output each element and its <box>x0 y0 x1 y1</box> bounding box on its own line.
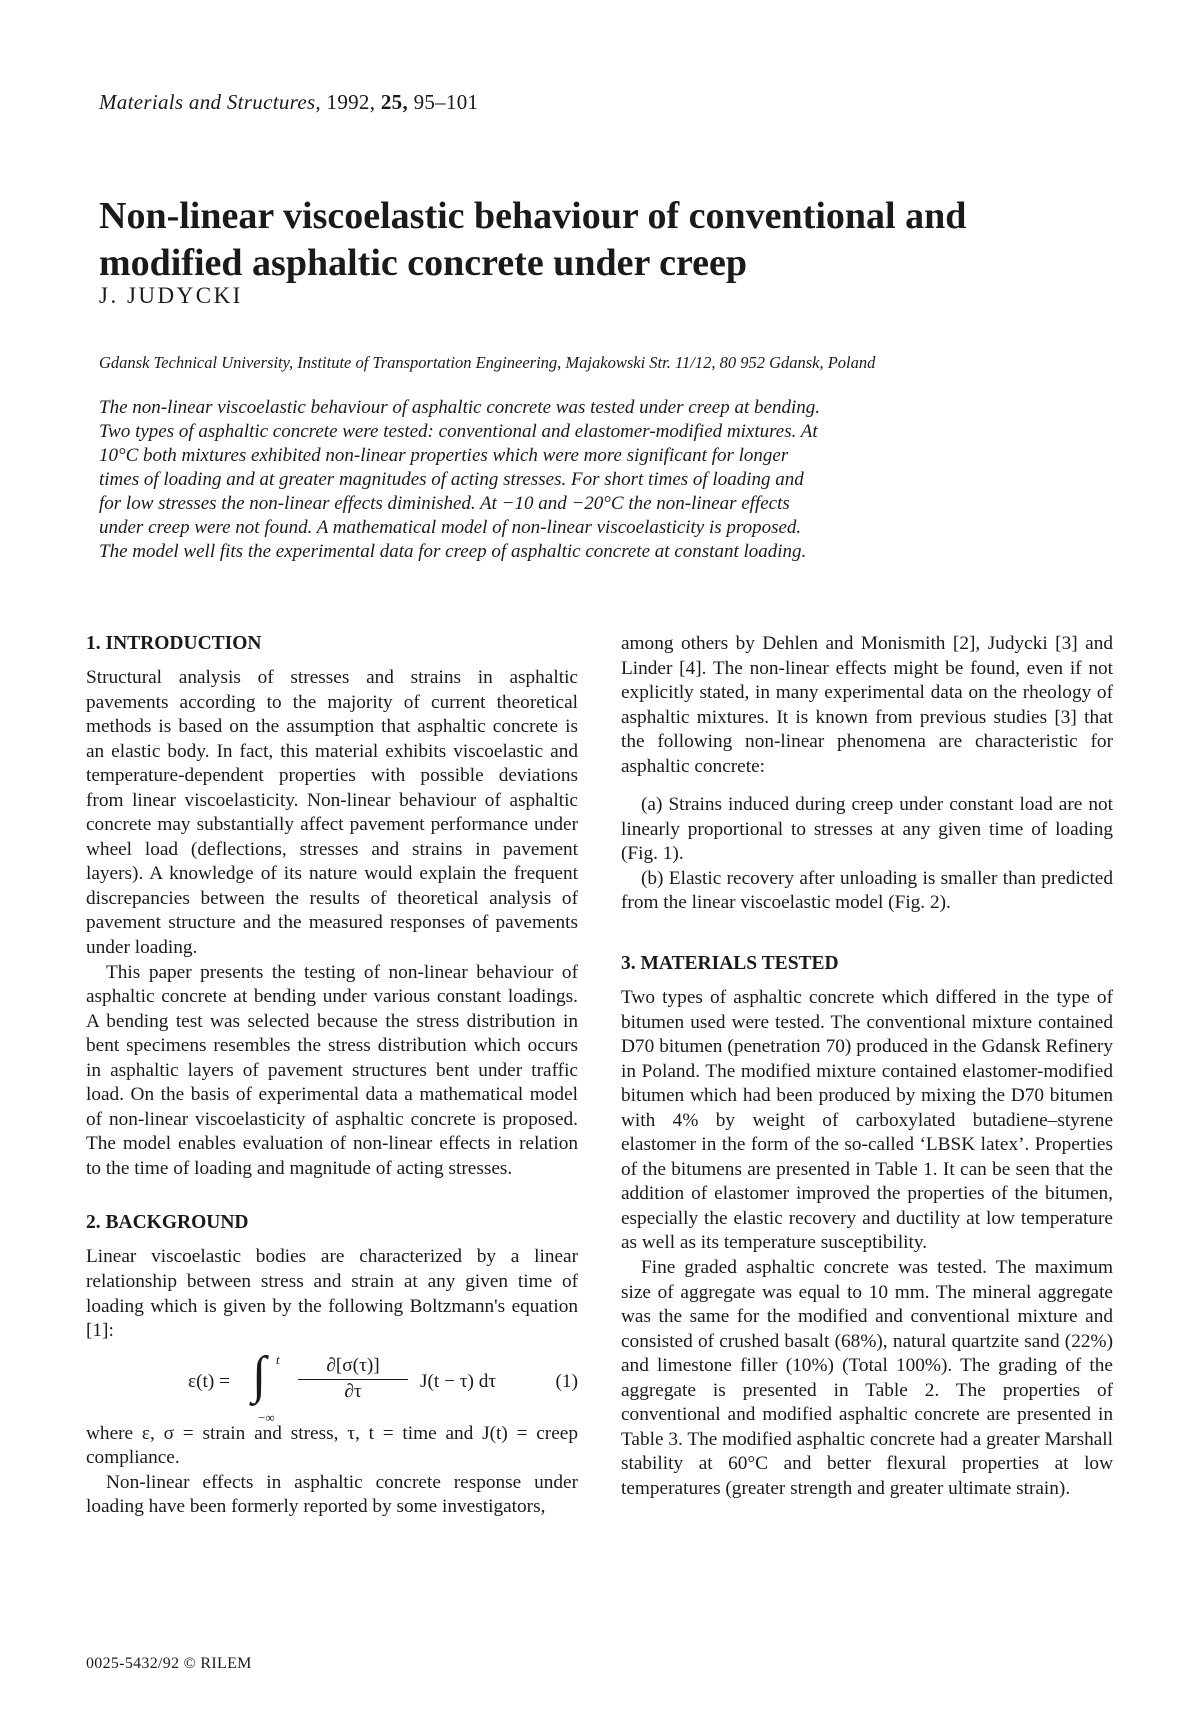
journal-volume: 25, <box>380 90 408 114</box>
abstract-line: Two types of asphaltic concrete were tested: conventional and elastomer-modified mixtures. At <box>99 421 818 442</box>
journal-citation <box>99 90 478 115</box>
background-paragraph-2: where ε, σ = strain and stress, τ, t = time and J(t) = creep compliance. <box>86 1422 578 1469</box>
list-item-b: (b) Elastic recovery after unloading is smaller than predicted from the linear viscoelastic model (Fig. 2). <box>621 867 1113 914</box>
author-affiliation: Gdansk Technical University, Institute of Transportation Engineering, Majakowski Str. 11/12, 80 952 Gdansk, Poland <box>99 353 876 372</box>
section-heading-background: 2. BACKGROUND <box>86 1212 249 1234</box>
integral-sign: ∫ <box>252 1346 267 1404</box>
abstract-line: for low stresses the non-linear effects diminished. At −10 and −20°C the non-linear effects <box>99 493 790 514</box>
equation-fraction <box>298 1354 408 1405</box>
right-column <box>621 632 1113 1502</box>
equation-number: (1) <box>555 1370 578 1392</box>
fraction-numerator: ∂[σ(τ)] <box>298 1354 408 1381</box>
abstract-line: times of loading and at greater magnitudes of acting stresses. For short times of loading and <box>99 469 804 490</box>
boltzmann-equation <box>86 1346 578 1425</box>
section-heading-materials: 3. MATERIALS TESTED <box>621 953 839 975</box>
left-column <box>86 632 578 1520</box>
abstract-line: 10°C both mixtures exhibited non-linear properties which were more significant for longer <box>99 445 789 466</box>
right-paragraph-1: among others by Dehlen and Monismith [2], Judycki [3] and Linder [4]. The non-linear effects might be found, even if not explicitly stated, in many experimental data on the rheology of asphaltic mixtures. It is known from previous studies [3] that the following non-linear phenomena are characteristic for asphaltic concrete: <box>621 633 1113 777</box>
fraction-denominator: ∂τ <box>344 1381 362 1403</box>
section-heading-introduction: 1. INTRODUCTION <box>86 633 262 654</box>
materials-paragraph-1: Two types of asphaltic concrete which differed in the type of bitumen used were tested. The conventional mixture contained D70 bitumen (penetration 70) produced in the Gdansk Refinery in Poland. The modified mixture contained elastomer-modified bitumen which had been produced by mixing the D70 bitumen with 4% by weight of carboxylated butadiene–styrene elastomer in the form of the so-called ‘LBSK latex’. Properties of the bitumens are presented in Table 1. It can be seen that the addition of elastomer improved the properties of the bitumen, especially the elastic recovery and ductility at low temperature as well as its temperature susceptibility. <box>621 987 1113 1254</box>
equation-lhs: ε(t) = <box>188 1370 230 1392</box>
author-name: J. JUDYCKI <box>99 283 243 308</box>
background-paragraph-1: Linear viscoelastic bodies are characterized by a linear relationship between stress and strain at any given time of loading which is given by the following Boltzmann's equation [1]: <box>86 1246 578 1342</box>
list-item-a: (a) Strains induced during creep under constant load are not linearly proportional to stresses at any given time of loading (Fig. 1). <box>621 794 1113 865</box>
integral-lower-bound: −∞ <box>258 1409 275 1425</box>
abstract-line: The model well fits the experimental data for creep of asphaltic concrete at constant loading. <box>99 541 807 562</box>
paper-title: Non-linear viscoelastic behaviour of conventional and modified asphaltic concrete under creep <box>99 195 967 284</box>
journal-name: Materials and Structures, <box>99 90 321 114</box>
intro-paragraph-1: Structural analysis of stresses and strains in asphaltic pavements according to the majority of current theoretical methods is based on the assumption that asphaltic concrete is an elastic body. In fact, this material exhibits viscoelastic and temperature-dependent properties with possible deviations from linear viscoelasticity. Non-linear behaviour of asphaltic concrete may substantially affect pavement performance under wheel load (deflections, stresses and strains in pavement layers). A knowledge of its nature would explain the frequent discrepancies between the results of theoretical analysis of pavement structure and the measured responses of pavements under loading. <box>86 667 578 959</box>
equation-rhs: J(t − τ) dτ <box>420 1370 497 1392</box>
journal-year: 1992, <box>326 90 376 114</box>
abstract-line: The non-linear viscoelastic behaviour of asphaltic concrete was tested under creep at bending. <box>99 397 820 418</box>
abstract <box>99 396 919 564</box>
integral-upper-bound: t <box>276 1351 280 1367</box>
copyright-footer: 0025-5432/92 © RILEM <box>86 1655 252 1672</box>
background-paragraph-3: Non-linear effects in asphaltic concrete response under loading have been formerly reported by some investigators, <box>86 1471 578 1518</box>
journal-pages: 95–101 <box>413 90 479 114</box>
materials-paragraph-2: Fine graded asphaltic concrete was tested. The maximum size of aggregate was equal to 10 mm. The mineral aggregate was the same for the modified and conventional mixture and consisted of crushed basalt (68%), natural quartzite sand (22%) and limestone filler (10%) (Total 100%). The grading of the aggregate is presented in Table 2. The properties of conventional and modified asphaltic concrete are presented in Table 3. The modified asphaltic concrete had a greater Marshall stability at 60°C and better flexural properties at low temperatures (greater strength and greater ultimate strain). <box>621 1257 1113 1499</box>
abstract-line: under creep were not found. A mathematical model of non-linear viscoelasticity is proposed. <box>99 517 802 538</box>
intro-paragraph-2: This paper presents the testing of non-linear behaviour of asphaltic concrete at bending under various constant loadings. A bending test was selected because the stress distribution in bent specimens resembles the stress distribution which occurs in asphaltic layers of pavement structures bent under traffic load. On the basis of experimental data a mathematical model of non-linear viscoelasticity of asphaltic concrete is proposed. The model enables evaluation of non-linear effects in relation to the time of loading and magnitude of acting stresses. <box>86 961 578 1179</box>
